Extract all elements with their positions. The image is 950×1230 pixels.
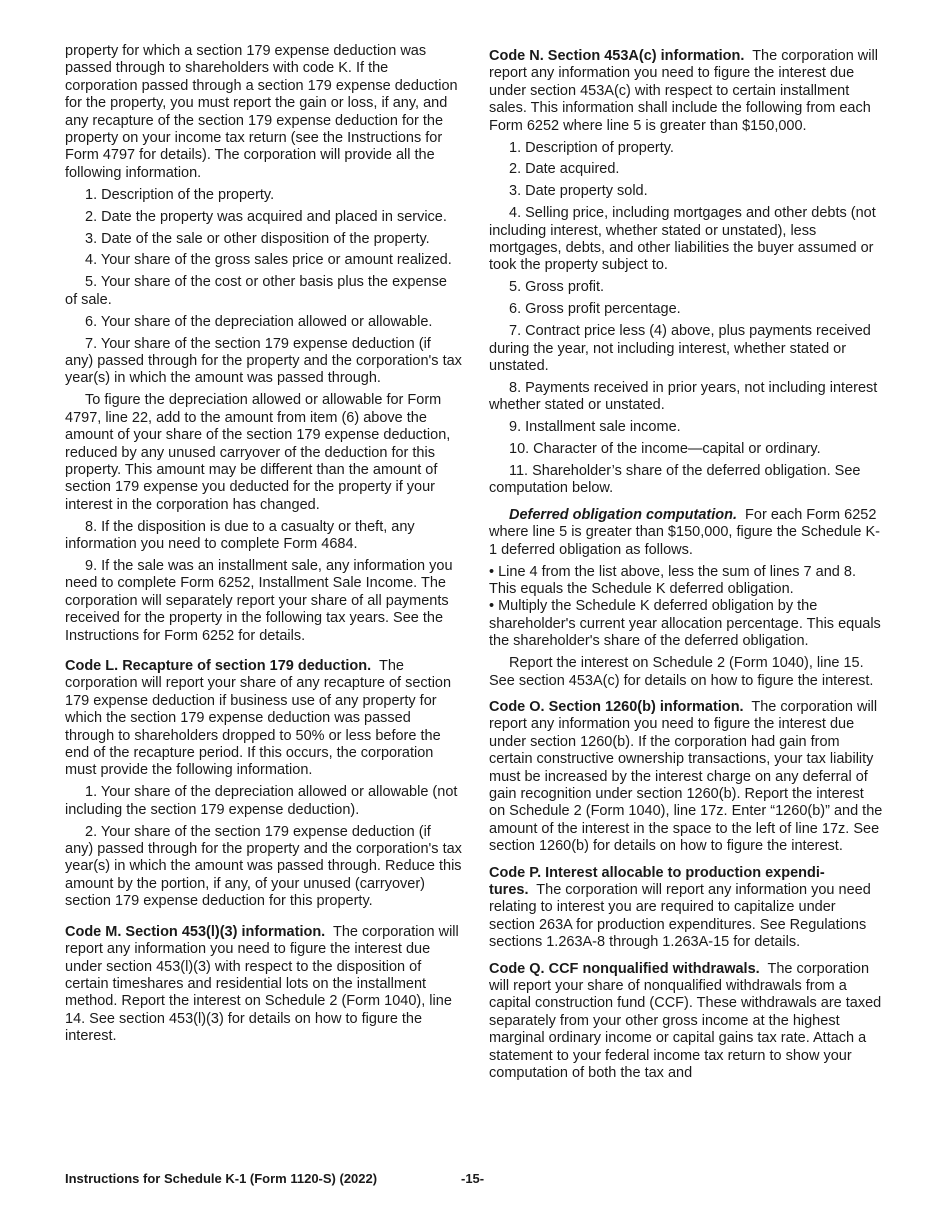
depreciation-paragraph: To figure the depreciation allowed or allowable for Form 4797, line 22, add to the amount from item (6) above the amount of your share of the section 179 expense deduction, reduced by any unused carryover of the deduction for this property. This amount may be different than the amount of section 179 expense you deducted for the property if your interest in the corporation has changed. xyxy=(65,392,451,513)
list-item: 1. Description of the property. xyxy=(85,186,275,203)
list-item: 4. Your share of the gross sales price or amount realized. xyxy=(85,252,452,269)
list-item: 6. Gross profit percentage. xyxy=(509,301,681,318)
list-item: 2. Date acquired. xyxy=(509,161,620,178)
footer-title: Instructions for Schedule K-1 (Form 1120-S) (2022) xyxy=(65,1171,378,1186)
list-item: 2. Your share of the section 179 expense deduction (if any) passed through for the property and the corporation's tax year(s) in which the amount was passed through. Reduce this amount by the portion, if any, of your unused (carryover) section 179 expense deduction for this property. xyxy=(65,823,462,910)
list-item: 5. Your share of the cost or other basis plus the expense of sale. xyxy=(65,274,447,308)
list-item: 6. Your share of the depreciation allowed or allowable. xyxy=(85,313,433,330)
list-item: 3. Date property sold. xyxy=(509,183,648,200)
page-number: -15- xyxy=(461,1171,485,1186)
code-m-text: The corporation will report any information you need to figure the interest due under section 453(l)(3) with respect to the disposition of certain timeshares and residential lots on the installment method. Report the interest on Schedule 2 (Form 1040), line 14. See section 453(l)(3) for details on how to figure the interest. xyxy=(65,923,459,1045)
code-m-section xyxy=(65,924,463,1046)
code-l-section xyxy=(65,658,463,780)
code-o-heading: Code O. Section 1260(b) information. xyxy=(489,698,744,715)
deferred-section xyxy=(489,507,883,559)
deferred-heading: Deferred obligation computation. xyxy=(509,506,737,523)
bullet-item: • Multiply the Schedule K deferred obligation by the shareholder's current year allocation percentage. This equals the shareholder's share of the deferred obligation. xyxy=(489,598,881,650)
code-l-heading: Code L. Recapture of section 179 deduction. xyxy=(65,658,372,674)
code-o-section xyxy=(489,699,883,856)
code-n-section xyxy=(489,48,883,135)
code-n-heading: Code N. Section 453A(c) information. xyxy=(489,48,745,64)
list-item: 9. If the sale was an installment sale, any information you need to complete Form 6252, Installment Sale Income. The corporation will separately report your share of all payments received for the property in the following tax years. See the Instructions for Form 6252 for details. xyxy=(65,557,453,644)
list-item: 3. Date of the sale or other disposition of the property. xyxy=(85,230,430,247)
code-o-text: The corporation will report any information you need to figure the interest due under section 1260(b). If the corporation had gain from certain constructive ownership transactions, your tax liability must be increased by the interest charge on any deferral of gain recognition under section 1260(b). Report the interest on Schedule 2 (Form 1040), line 17z. Enter “1260(b)” and the amount of the interest in the space to the left of line 17z. See section 1260(b) for details on how to figure the interest. xyxy=(489,698,883,855)
right-column xyxy=(489,43,883,1087)
list-item: 4. Selling price, including mortgages and other debts (not including interest, whether stated or unstated), less mortgages, debts, and other liabilities the buyer assumed or took the property subject to. xyxy=(489,205,876,274)
code-m-heading: Code M. Section 453(l)(3) information. xyxy=(65,923,326,940)
bullet-item: • Line 4 from the list above, less the sum of lines 7 and 8. This equals the Schedule K deferred obligation. xyxy=(489,563,856,597)
list-item: 8. Payments received in prior years, not including interest whether stated or unstated. xyxy=(489,379,878,414)
list-item: 11. Shareholder’s share of the deferred obligation. See computation below. xyxy=(489,463,861,497)
code-p-section xyxy=(489,865,883,952)
intro-paragraph: property for which a section 179 expense deduction was passed through to shareholders with code K. If the corporation passed through a section 179 expense deduction for the property, you must report the gain or loss, if any, and any recapture of the section 179 expense deduction for the property on your income tax return (see the Instructions for Form 4797 for details). The corporation will provide all the following information. xyxy=(65,43,458,181)
code-q-heading: Code Q. CCF nonqualified withdrawals. xyxy=(489,960,760,977)
code-n-text: The corporation will report any information you need to figure the interest due under section 453A(c) with respect to certain installment sales. This information shall include the following from each Form 6252 where line 5 is greater than $150,000. xyxy=(489,48,878,134)
code-p-heading-line2: tures. xyxy=(489,881,529,898)
list-item: 5. Gross profit. xyxy=(509,279,605,296)
left-column xyxy=(65,43,463,1050)
list-item: 8. If the disposition is due to a casualty or theft, any information you need to complete Form 4684. xyxy=(65,518,415,553)
list-item: 7. Your share of the section 179 expense deduction (if any) passed through for the property and the corporation's tax year(s) in which the amount was passed through. xyxy=(65,335,462,387)
list-item: 1. Description of property. xyxy=(509,139,674,156)
list-item: 7. Contract price less (4) above, plus payments received during the year, not including interest, whether stated or unstated. xyxy=(489,323,871,374)
list-item: 10. Character of the income—capital or ordinary. xyxy=(509,441,821,458)
code-q-section xyxy=(489,961,883,1083)
code-q-text: The corporation will report your share of nonqualified withdrawals from a capital construction fund (CCF). These withdrawals are taxed separately from your other gross income at the highest marginal ordinary income or capital gains tax rate. Attach a statement to your federal income tax return to show your computation of both the tax and xyxy=(489,960,882,1082)
code-p-text: The corporation will report any information you need relating to interest you are required to capitalize under section 263A for production expenditures. See Regulations sections 1.263A-8 through 1.263A-15 for details. xyxy=(489,881,871,951)
report-paragraph: Report the interest on Schedule 2 (Form 1040), line 15. See section 453A(c) for details on how to figure the interest. xyxy=(489,655,874,689)
code-p-heading-line1: Code P. Interest allocable to production expendi- xyxy=(489,864,825,881)
list-item: 9. Installment sale income. xyxy=(509,419,681,436)
list-item: 1. Your share of the depreciation allowed or allowable (not including the section 179 expense deduction). xyxy=(65,784,458,818)
list-item: 2. Date the property was acquired and placed in service. xyxy=(85,208,447,225)
code-l-text: The corporation will report your share of any recapture of section 179 expense deduction if business use of any property for which the section 179 expense deduction was passed through to shareholders dropped to 50% or less before the end of the recapture period. If this occurs, the corporation must provide the following information. xyxy=(65,658,452,779)
deferred-text: For each Form 6252 where line 5 is greater than $150,000, figure the Schedule K-1 deferred obligation as follows. xyxy=(489,506,880,558)
page-footer xyxy=(65,1170,885,1187)
